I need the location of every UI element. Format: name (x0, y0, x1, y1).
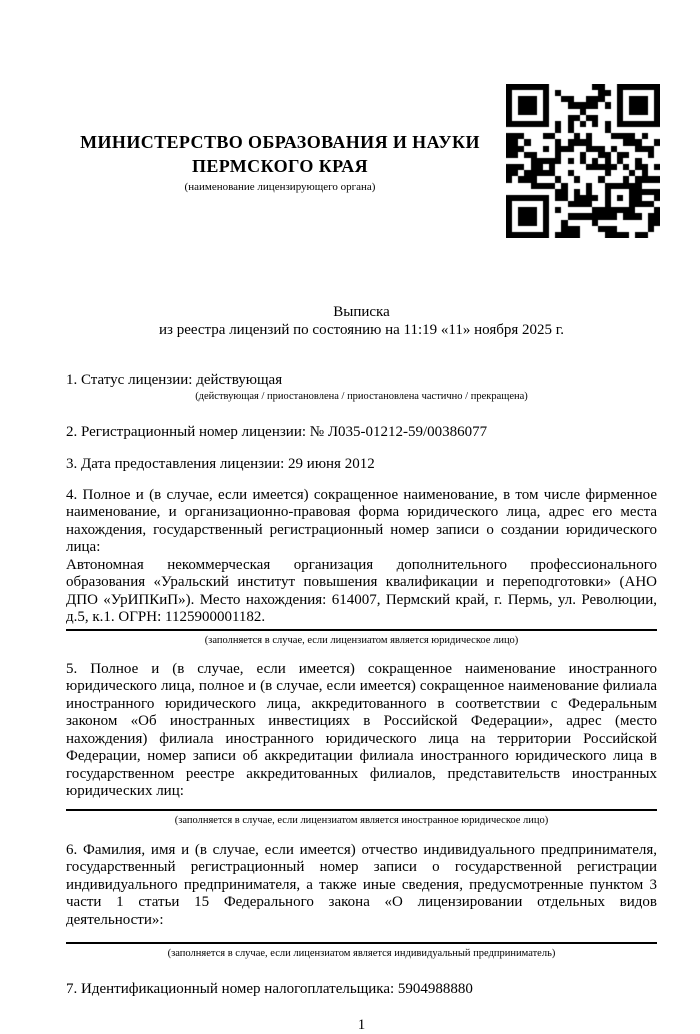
item-3-grant-date: 3. Дата предоставления лицензии: 29 июня 2012 (66, 456, 375, 472)
fill-in-line (66, 809, 657, 811)
page-number: 1 (357, 1016, 366, 1033)
item-6-caption: (заполняется в случае, если лицензиатом является индивидуальный предприниматель) (167, 948, 556, 959)
item-7-taxpayer-id: 7. Идентификационный номер налогоплательщика: 5904988880 (66, 981, 473, 997)
title-line2: из реестра лицензий по состоянию на 11:19 «11» ноября 2025 г. (159, 322, 564, 338)
licensing-authority-caption: (наименование лицензирующего органа) (184, 181, 376, 193)
item-4-question: 4. Полное и (в случае, если имеется) сокращенное наименование, в том числе фирменное наименование, и организационно-правовая форма юридического лица, адрес его места нахождения, государственный регистрационный номер записи о создании юридического лица: (66, 486, 657, 555)
ministry-name-line1: МИНИСТЕРСТВО ОБРАЗОВАНИЯ И НАУКИ (80, 132, 480, 152)
item-5-caption: (заполняется в случае, если лицензиатом является иностранное юридическое лицо) (174, 814, 549, 826)
item-4-caption: (заполняется в случае, если лицензиатом является юридическое лицо) (204, 634, 519, 646)
ministry-header (40, 130, 520, 194)
item-4-answer: Автономная некоммерческая организация дополнительного профессионального образования «Уральский институт повышения квалификации и переподготовки» (АНО ДПО «УрИПКиП»). Место нахождения: 614007, Пермский край, г. Пермь, ул. Революции, д.5, к.1. ОГРН: 1125900001182. (66, 556, 657, 625)
ministry-name-line2: ПЕРМСКОГО КРАЯ (191, 156, 369, 176)
item-1-license-status: 1. Статус лицензии: действующая (66, 372, 283, 388)
item-2-registration-number: 2. Регистрационный номер лицензии: № Л035-01212-59/00386077 (66, 423, 488, 440)
fill-in-line (66, 942, 657, 944)
document-body (66, 303, 657, 1034)
document-title (66, 303, 657, 339)
item-5-question: 5. Полное и (в случае, если имеется) сокращенное наименование иностранного юридического лица, полное и (в случае, если имеется) сокращенное наименование филиала иностранного юридического лица, аккредитованного в соответствии с Федеральным законом «Об иностранных инвестициях в Российской Федерации», адрес (место нахождения) филиала иностранного юридического лица на территории Российской Федерации, номер записи об аккредитации филиала иностранного юридического лица в государственном реестре аккредитованных филиалов, представительств иностранных юридических лиц: (66, 660, 657, 799)
fill-in-line (66, 629, 657, 631)
title-line1: Выписка (333, 304, 390, 320)
item-6-question: 6. Фамилия, имя и (в случае, если имеется) отчество индивидуального предпринимателя, государственный регистрационный номер записи о государственной регистрации индивидуального предпринимателя, а также иные сведения, предусмотренные пунктом 3 части 1 статьи 15 Федерального закона «О лицензировании отдельных видов деятельности»: (66, 841, 657, 928)
qr-code (506, 84, 660, 238)
item-1-caption: (действующая / приостановлена / приостановлена частично / прекращена) (195, 390, 528, 402)
